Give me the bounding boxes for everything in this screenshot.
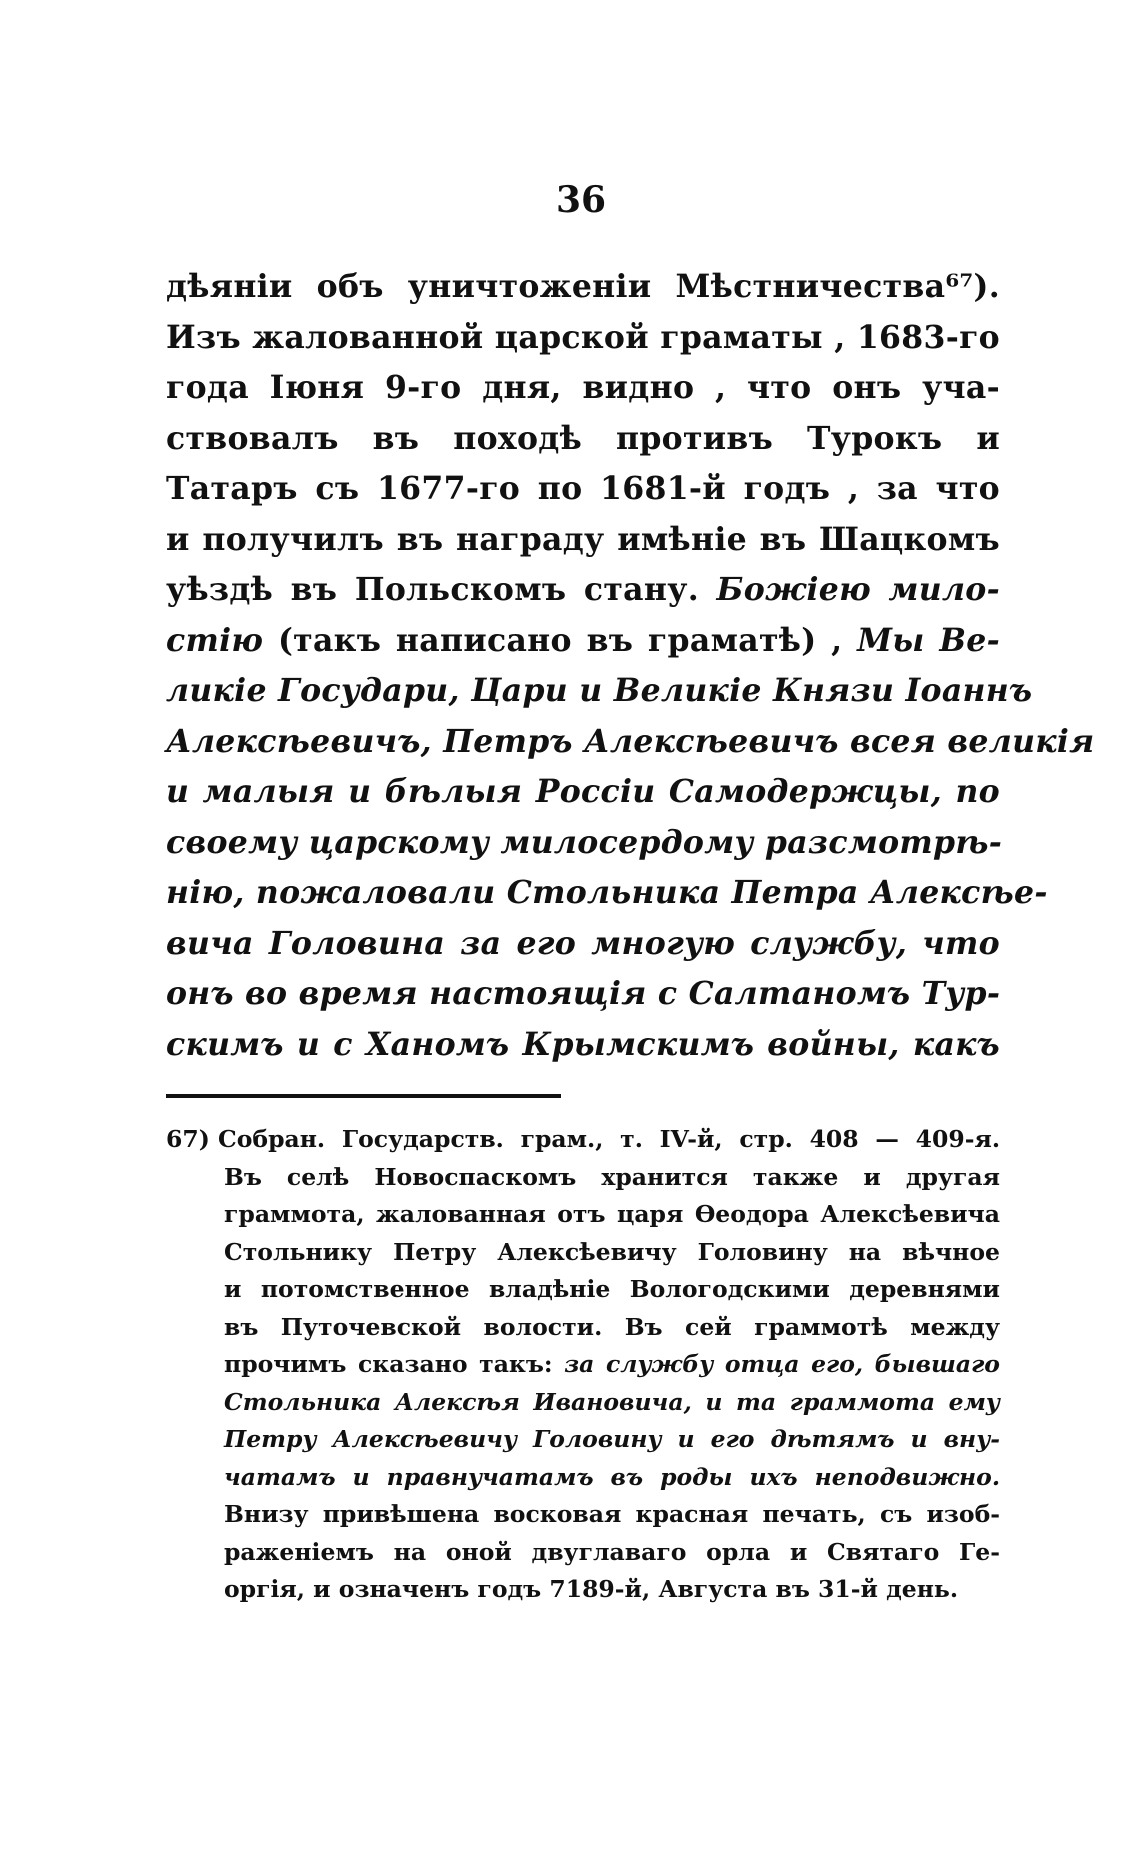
text-segment: Внизу привѣшена восковая красная печать, съ изоб- [224, 1500, 1000, 1528]
text-segment: и получилъ въ награду имѣніе въ Шацкомъ [166, 520, 1000, 558]
main-text-line [166, 414, 1000, 465]
footnote-line [166, 1571, 1000, 1609]
main-text-line [166, 868, 1048, 919]
italic-text-segment: скимъ и с Ханомъ Крымскимъ войны, какъ [166, 1025, 1000, 1063]
text-segment: и потомственное владѣніе Вологодскими деревнями [224, 1275, 1000, 1303]
text-segment: граммота, жалованная отъ царя Ѳеодора Алексѣевича [224, 1200, 1000, 1228]
footnote-line [166, 1121, 1000, 1159]
footnote-line [166, 1421, 1000, 1459]
footnote-line [166, 1196, 1000, 1234]
text-segment: Въ селѣ Новоспаскомъ хранится также и другая [224, 1162, 1000, 1191]
text-segment: ствовалъ въ походѣ противъ Турокъ и [166, 419, 1000, 457]
main-text-line [166, 666, 1033, 717]
italic-text-segment: и малыя и бѣлыя Россіи Самодержцы, по [166, 773, 1000, 810]
text-segment: прочимъ сказано такъ: [224, 1350, 565, 1378]
main-text-line [166, 919, 1000, 970]
italic-text-segment: чатамъ и правнучатамъ въ роды ихъ неподвижно. [224, 1462, 1000, 1491]
main-text-line [166, 1020, 1000, 1071]
footnote-line [166, 1534, 1000, 1572]
main-text-line [166, 363, 1000, 414]
footnote-line [166, 1159, 1000, 1197]
main-text-line [166, 717, 1095, 768]
footnote-line [166, 1234, 1000, 1272]
main-text-line [166, 515, 1000, 566]
main-text-line [166, 565, 1000, 616]
text-segment: (такъ написано въ граматѣ) , [263, 621, 858, 659]
footnote-line [166, 1459, 1000, 1497]
footnote-line [166, 1384, 1000, 1422]
footnote-block [166, 1121, 1000, 1609]
text-segment: уѣздѣ въ Польскомъ стану. [166, 571, 717, 608]
footnote-line [166, 1496, 1000, 1534]
italic-text-segment: стію [166, 621, 264, 659]
main-text-line [166, 767, 1000, 818]
italic-text-segment: Божіею мило- [716, 571, 1000, 608]
italic-text-segment: ликіе Государи, Цари и Великіе Князи Іоаннъ [166, 672, 1033, 709]
main-text-line [166, 313, 1000, 364]
italic-text-segment: своему царскому милосердому разсмотрѣ- [166, 823, 1003, 861]
footnote-line [166, 1309, 1000, 1347]
main-text-line [166, 818, 1003, 869]
text-segment: Собран. Государств. грам., т. IV-й, стр. 408 — 409-я. [218, 1125, 1000, 1153]
main-text-line [166, 969, 1000, 1020]
text-segment: оргія, и означенъ годъ 7189-й, Августа въ 31-й день. [224, 1575, 959, 1603]
page-number: 36 [555, 179, 607, 221]
text-segment: Татаръ съ 1677-го по 1681-й годъ , за что [166, 470, 1000, 507]
italic-text-segment: Алексѣевичъ, Петръ Алексѣевичъ всея великія [166, 722, 1095, 760]
italic-text-segment: за службу отца его, бывшаго [564, 1350, 1000, 1378]
italic-text-segment: Стольника Алексѣя Ивановича, и та граммота ему [224, 1387, 1000, 1416]
footnote-line [166, 1271, 1000, 1309]
italic-text-segment: Петру Алексѣевичу Головину и его дѣтямъ и вну- [224, 1425, 1000, 1453]
text-segment: Стольнику Петру Алексѣевичу Головину на вѣчное [224, 1237, 1000, 1266]
main-text-line [166, 262, 1000, 313]
italic-text-segment: нію, пожаловали Стольника Петра Алексѣе- [166, 874, 1048, 911]
footnote-line [166, 1346, 1000, 1384]
text-segment: Изъ жалованной царской граматы , 1683-го [166, 318, 1000, 356]
text-segment: въ Путочевской волости. Въ сей граммотѣ между [224, 1312, 1000, 1341]
main-text-block [166, 262, 1095, 1070]
italic-text-segment: онъ во время настоящія с Салтаномъ Тур- [166, 975, 1001, 1012]
main-text-line [166, 616, 1000, 667]
footnote-number: 67) [166, 1125, 219, 1153]
main-text-line [166, 464, 1000, 515]
footnote-separator-rule [166, 1094, 561, 1098]
italic-text-segment: вича Головина за его многую службу, что [166, 924, 1000, 962]
text-segment: года Іюня 9-го дня, видно , что онъ уча- [166, 369, 1000, 406]
italic-text-segment: Мы Ве- [857, 621, 1001, 659]
text-segment: дѣяніи объ уничтоженіи Мѣстничества⁶⁷). [166, 268, 1000, 305]
text-segment: раженіемъ на оной двуглаваго орла и Святаго Ге- [224, 1537, 1000, 1566]
